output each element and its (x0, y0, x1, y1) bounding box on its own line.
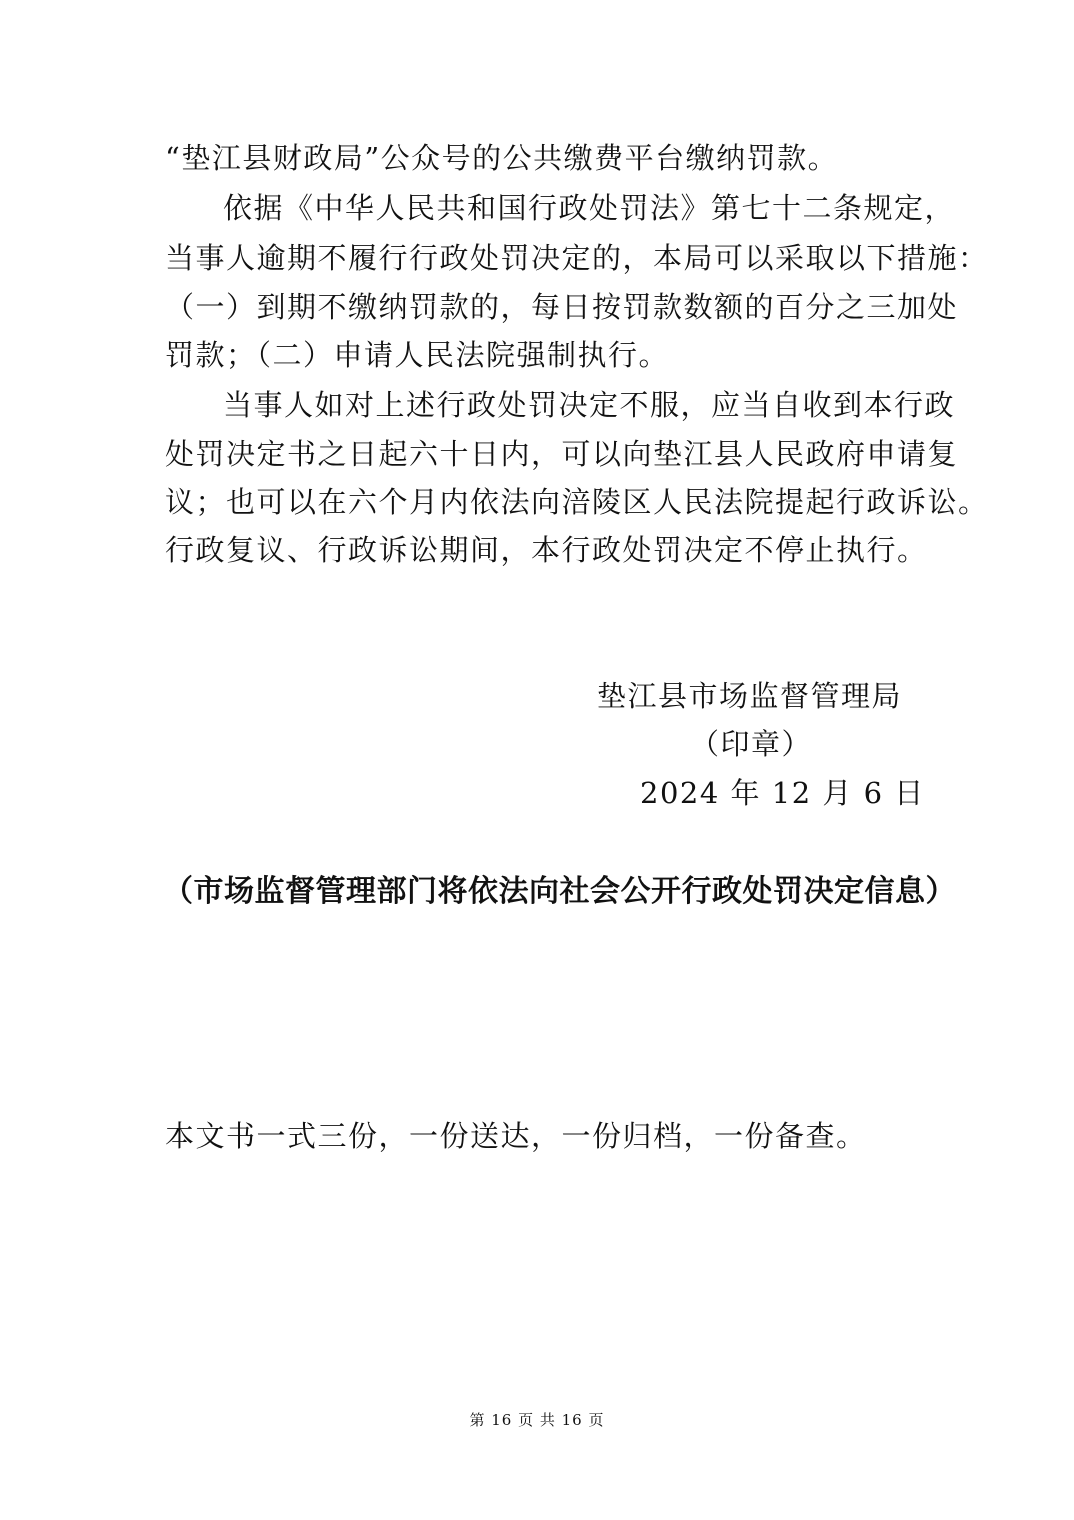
signature-org: 垫江县市场监督管理局 (597, 679, 903, 713)
body-line-5: 罚款；（二）申请人民法院强制执行。 (165, 338, 670, 372)
body-line-9: 行政复议、行政诉讼期间，本行政处罚决定不停止执行。 (165, 533, 928, 567)
body-line-6: 当事人如对上述行政处罚决定不服，应当自收到本行政 (223, 388, 956, 422)
body-line-8: 议；也可以在六个月内依法向涪陵区人民法院提起行政诉讼。 (165, 485, 989, 519)
body-line-4: （一）到期不缴纳罚款的，每日按罚款数额的百分之三加处 (165, 290, 959, 324)
disclosure-notice: （市场监督管理部门将依法向社会公开行政处罚决定信息） (163, 874, 956, 909)
body-line-2: 依据《中华人民共和国行政处罚法》第七十二条规定， (223, 191, 956, 225)
signature-seal: （印章） (690, 727, 813, 761)
body-line-1: “垫江县财政局”公众号的公共缴费平台缴纳罚款。 (165, 141, 839, 175)
body-line-7: 处罚决定书之日起六十日内，可以向垫江县人民政府申请复 (165, 437, 959, 471)
body-line-3: 当事人逾期不履行行政处罚决定的，本局可以采取以下措施： (165, 241, 989, 275)
page-footer: 第 16 页 共 16 页 (469, 1411, 605, 1429)
signature-date: 2024 年 12 月 6 日 (640, 776, 925, 810)
copies-note: 本文书一式三份，一份送达，一份归档，一份备查。 (165, 1119, 867, 1153)
